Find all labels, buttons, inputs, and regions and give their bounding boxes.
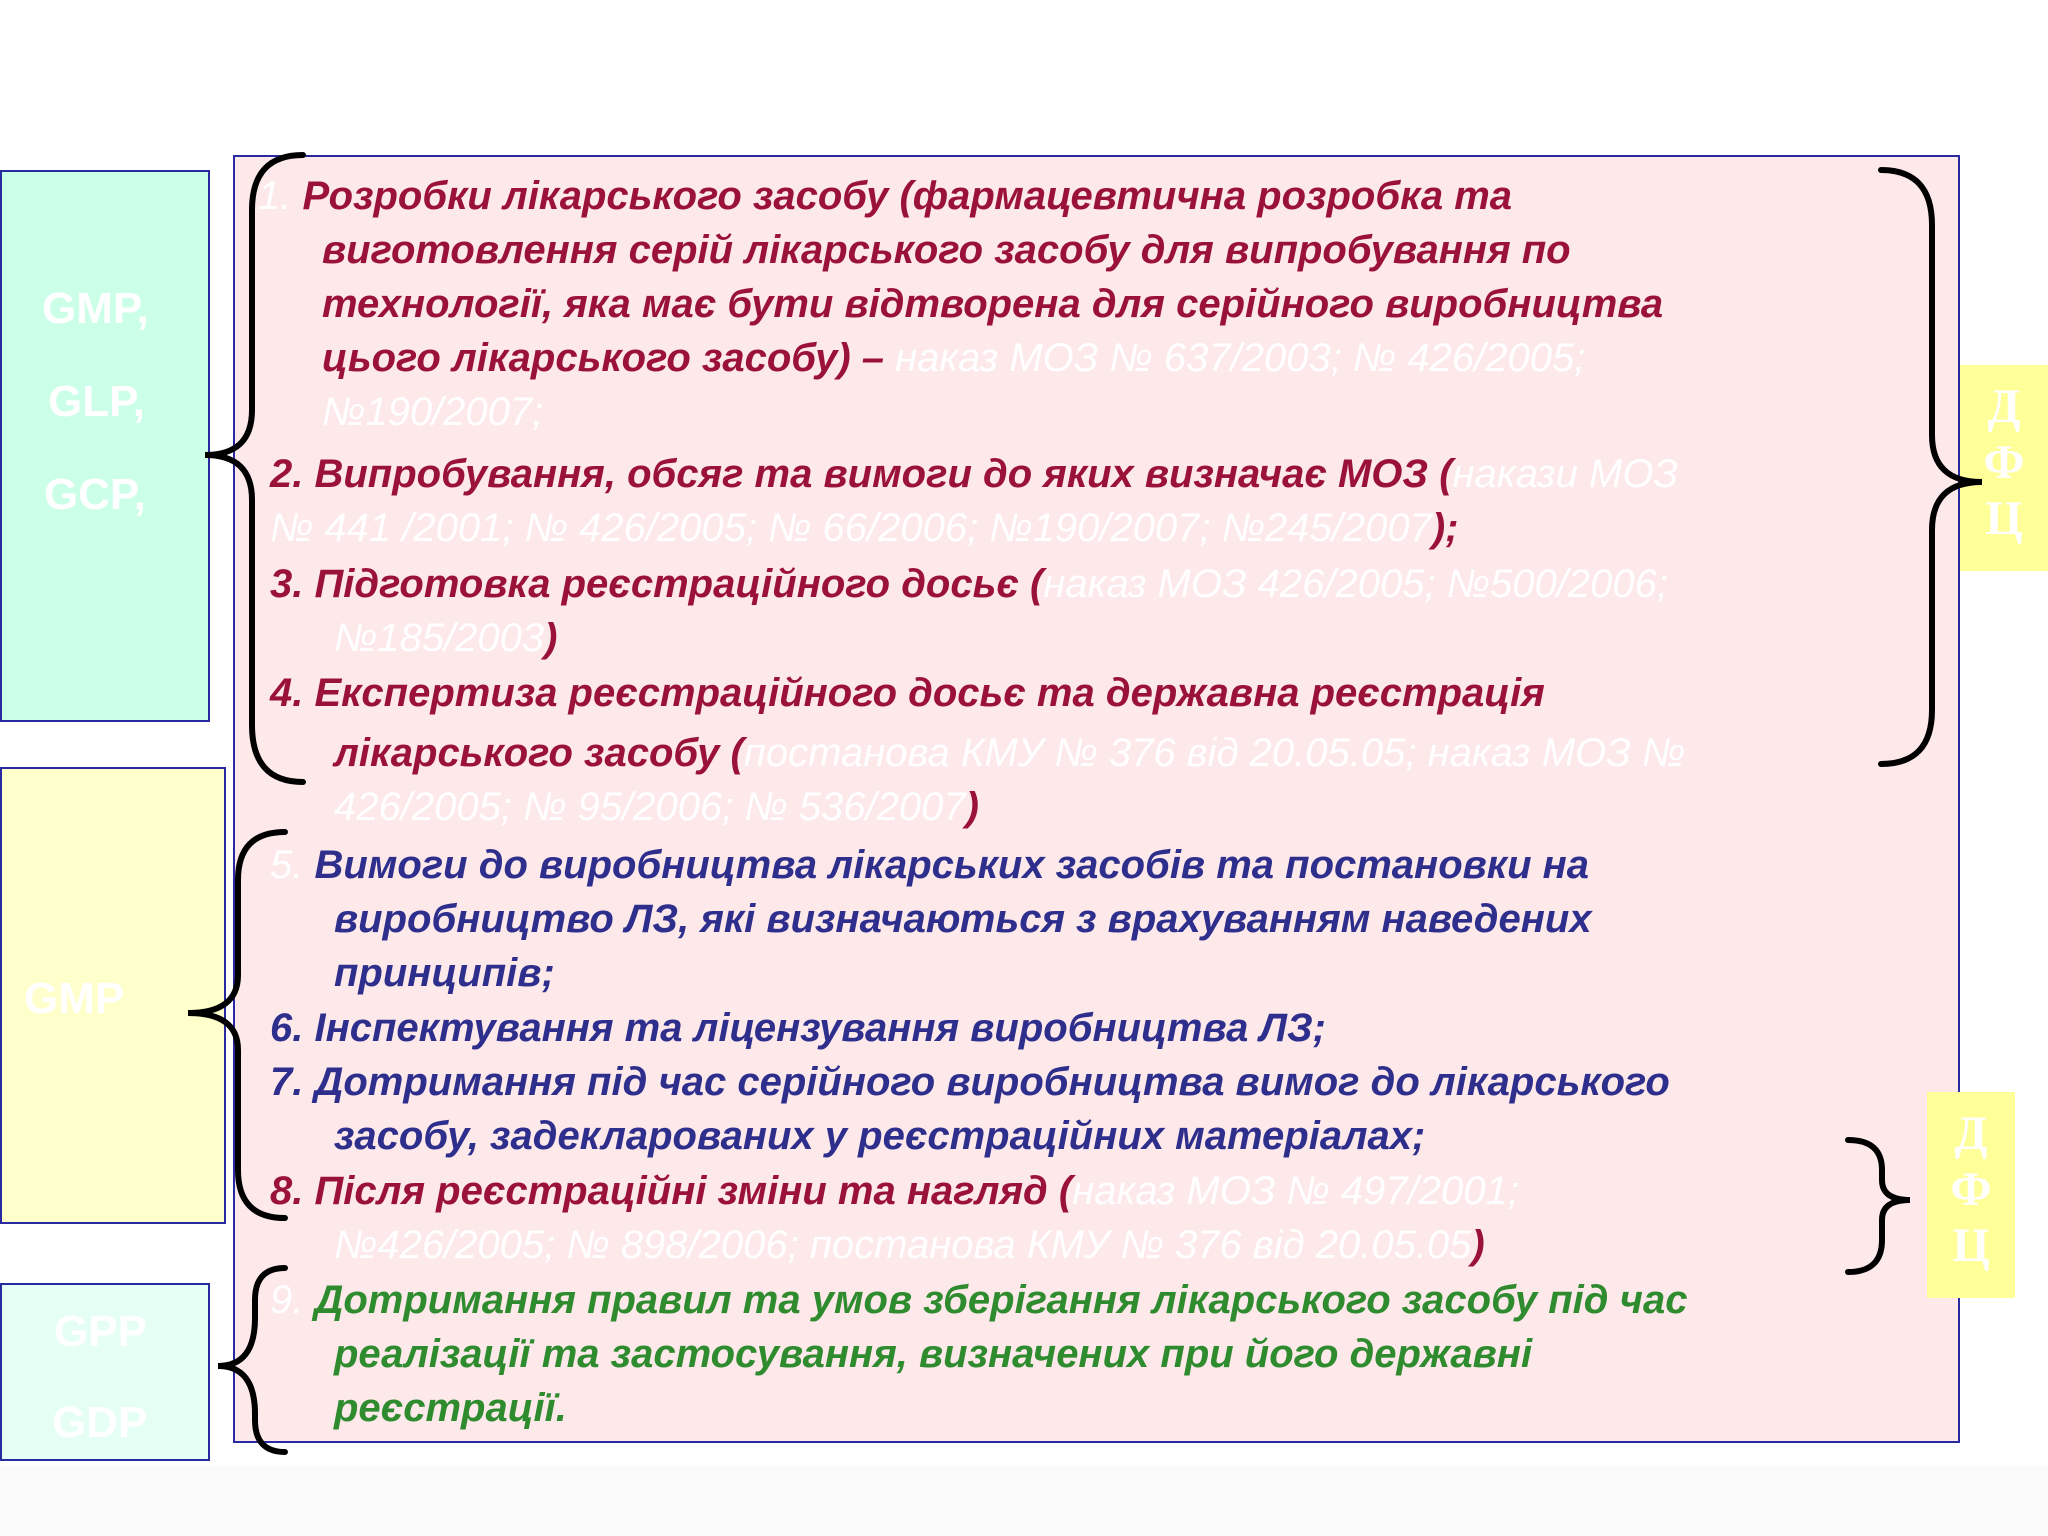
bottom-shade: [0, 1465, 2048, 1536]
item-5-number: 5.: [270, 843, 304, 887]
item-1: [258, 169, 1663, 439]
item-8-end: ): [1471, 1223, 1485, 1267]
dfc-letter: Ц: [1952, 1219, 1990, 1272]
item-4-line2: лікарського засобу (: [334, 731, 744, 775]
item-2: [270, 447, 1678, 555]
item-8-ref1: наказ МОЗ № 497/2001;: [1072, 1169, 1519, 1213]
gmp-box: [0, 767, 226, 1224]
item-7-line1: 7. Дотримання під час серійного виробництва вимог до лікарського: [270, 1060, 1670, 1104]
item-7: [270, 1055, 1670, 1163]
dfc-box-bottom: [1927, 1092, 2015, 1298]
gmp-glp-gcp-box: [0, 170, 210, 722]
item-3-text: 3. Підготовка реєстраційного досьє (: [270, 562, 1044, 606]
item-1-line2: виготовлення серій лікарського засобу для випробування по: [322, 228, 1571, 272]
gmp-label-2: GMP: [24, 974, 125, 1023]
gcp-label: GCP,: [44, 470, 146, 519]
item-1-line3: технології, яка має бути відтворена для серійного виробництва: [322, 282, 1664, 326]
dfc-letter: Ф: [1950, 1163, 1992, 1216]
glp-label: GLP,: [48, 377, 146, 426]
item-8-text: 8. Після реєстраційні зміни та нагляд (: [270, 1169, 1073, 1213]
dfc-box-top: [1960, 365, 2048, 571]
item-8-ref2: №426/2005; № 898/2006; постанова КМУ № 376 від 20.05.05: [334, 1223, 1472, 1267]
item-2-ref1: накази МОЗ: [1452, 452, 1678, 496]
item-3-ref1: наказ МОЗ 426/2005; №500/2006;: [1043, 562, 1668, 606]
dfc-letter: Д: [1987, 380, 2021, 433]
dfc-letter: Ц: [1985, 492, 2023, 545]
item-9: [270, 1273, 1687, 1435]
item-3-end: ): [544, 616, 558, 660]
gpp-label: GPP: [54, 1307, 147, 1356]
item-2-ref2: № 441 /2001; № 426/2005; № 66/2006; №190/2007; №245/2007: [270, 506, 1432, 550]
item-9-line3: реєстрації.: [334, 1386, 567, 1430]
gpp-gdp-box: [0, 1283, 210, 1461]
item-1-ref2: №190/2007;: [322, 390, 544, 434]
item-1-line4: цього лікарського засобу) –: [322, 336, 896, 380]
item-7-line2: засобу, задекларованих у реєстраційних матеріалах;: [334, 1114, 1426, 1158]
item-4: [270, 666, 1685, 834]
gmp-label: GMP,: [42, 284, 149, 333]
item-1-number: 1.: [258, 174, 292, 218]
item-4-end: ): [965, 785, 979, 829]
item-9-line1: Дотримання правил та умов зберігання лікарського засобу під час: [314, 1278, 1688, 1322]
item-2-text: 2. Випробування, обсяг та вимоги до яких визначає МОЗ (: [270, 452, 1453, 496]
item-8: [270, 1164, 1519, 1272]
item-6: [270, 1001, 1326, 1055]
dfc-letter: Д: [1954, 1107, 1988, 1160]
item-3: [270, 557, 1668, 665]
item-3-ref2: №185/2003: [334, 616, 545, 660]
item-6-line1: 6. Інспектування та ліцензування виробництва ЛЗ;: [270, 1006, 1326, 1050]
item-4-ref1: постанова КМУ № 376 від 20.05.05; наказ МОЗ №: [743, 731, 1686, 775]
item-5-line3: принципів;: [334, 951, 555, 995]
gdp-label: GDP: [52, 1398, 148, 1447]
item-5-line1: Вимоги до виробництва лікарських засобів та постановки на: [314, 843, 1590, 887]
item-5-line2: виробництво ЛЗ, які визначаються з врахуванням наведених: [334, 897, 1592, 941]
item-9-line2: реалізації та застосування, визначених при його державні: [334, 1332, 1533, 1376]
item-5: [270, 838, 1592, 1000]
item-1-line1: Розробки лікарського засобу (фармацевтична розробка та: [302, 174, 1513, 218]
item-4-line1: 4. Експертиза реєстраційного досьє та державна реєстрація: [270, 671, 1545, 715]
item-1-ref1: наказ МОЗ № 637/2003; № 426/2005;: [895, 336, 1586, 380]
item-2-end: );: [1431, 506, 1459, 550]
item-4-ref2: 426/2005; № 95/2006; № 536/2007: [334, 785, 966, 829]
dfc-letter: Ф: [1983, 436, 2025, 489]
item-9-number: 9.: [270, 1278, 304, 1322]
